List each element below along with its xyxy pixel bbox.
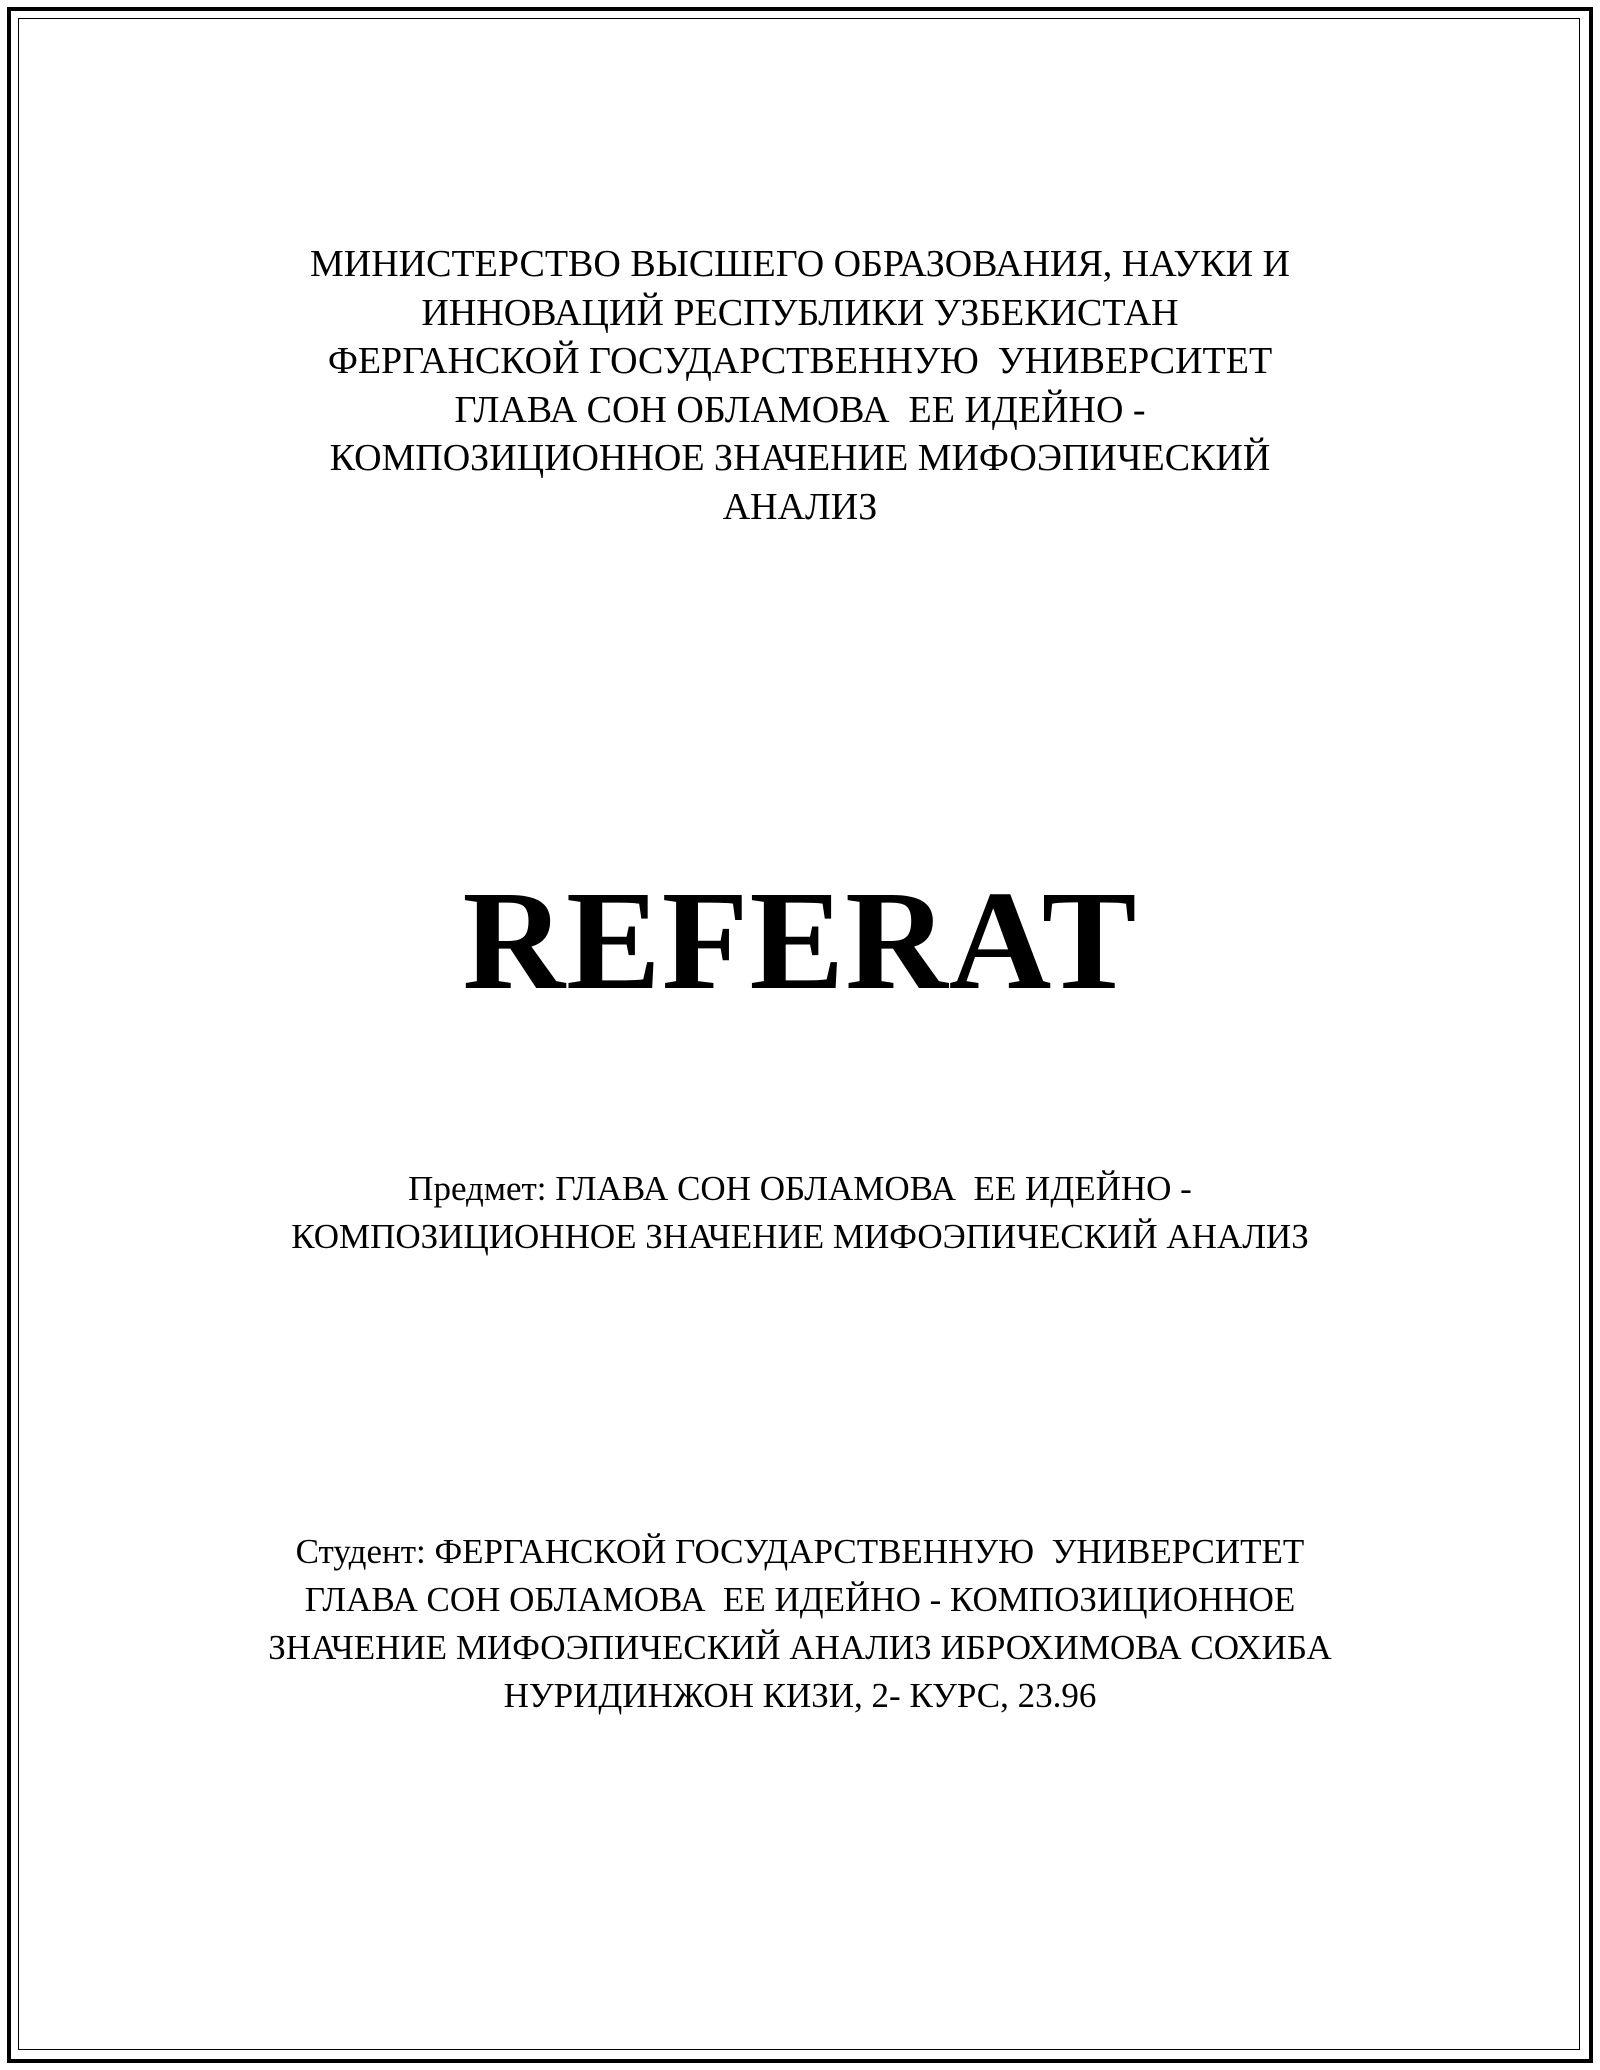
student-line: ЗНАЧЕНИЕ МИФОЭПИЧЕСКИЙ АНАЛИЗ ИБРОХИМОВА СОХИБА: [268, 1628, 1332, 1667]
student-line: НУРИДИНЖОН КИЗИ, 2- КУРС, 23.96: [503, 1676, 1097, 1715]
header-line: ФЕРГАНСКОЙ ГОСУДАРСТВЕННУЮ УНИВЕРСИТЕТ: [327, 340, 1273, 382]
document-title: REFERAT: [462, 861, 1138, 1019]
header-line: АНАЛИЗ: [722, 485, 878, 528]
header-line: ИННОВАЦИЙ РЕСПУБЛИКИ УЗБЕКИСТАН: [421, 291, 1179, 334]
student-line: Студент: ФЕРГАНСКОЙ ГОСУДАРСТВЕННУЮ УНИВЕРСИТЕТ: [295, 1532, 1305, 1571]
student-line: ГЛАВА СОН ОБЛАМОВА ЕЕ ИДЕЙНО - КОМПОЗИЦИОННОЕ: [304, 1580, 1296, 1619]
student-block: [0, 1528, 1600, 1720]
subject-line: КОМПОЗИЦИОННОЕ ЗНАЧЕНИЕ МИФОЭПИЧЕСКИЙ АНАЛИЗ: [291, 1217, 1309, 1256]
subject-block: [0, 1165, 1600, 1261]
subject-line: Предмет: ГЛАВА СОН ОБЛАМОВА ЕЕ ИДЕЙНО -: [408, 1169, 1192, 1208]
header-line: МИНИСТЕРСТВО ВЫСШЕГО ОБРАЗОВАНИЯ, НАУКИ И: [310, 243, 1290, 285]
institution-header: [0, 240, 1600, 531]
header-line: КОМПОЗИЦИОННОЕ ЗНАЧЕНИЕ МИФОЭПИЧЕСКИЙ: [329, 437, 1271, 479]
header-line: ГЛАВА СОН ОБЛАМОВА ЕЕ ИДЕЙНО -: [454, 388, 1146, 431]
